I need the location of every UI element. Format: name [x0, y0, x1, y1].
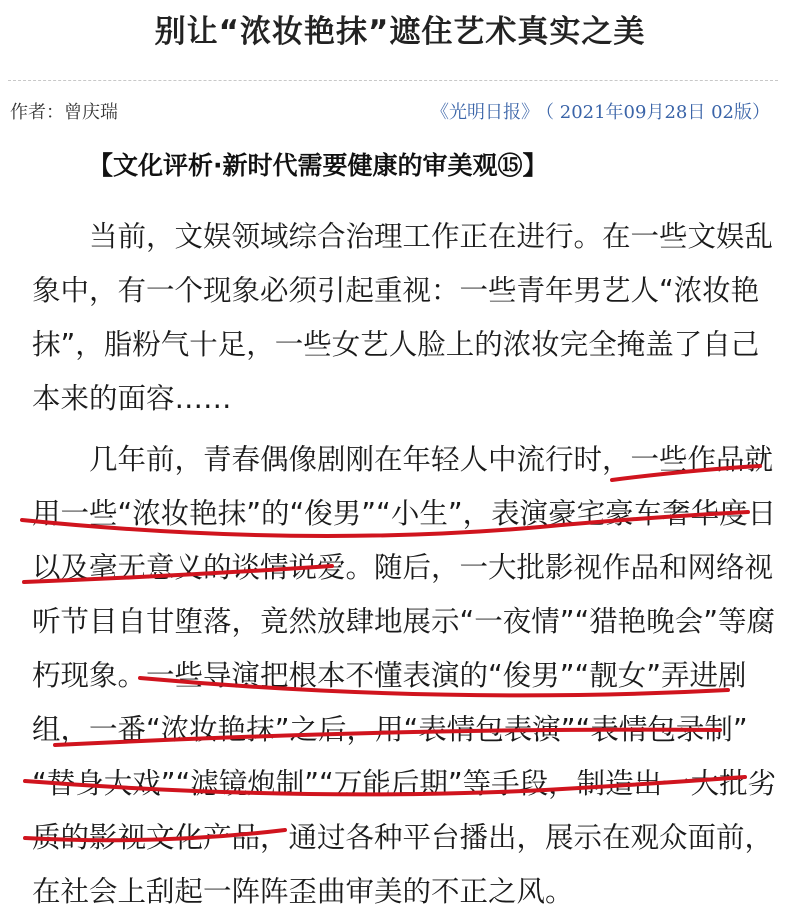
paragraph-line: 在社会上刮起一阵阵歪曲审美的不正之风。	[32, 875, 574, 908]
source-newspaper-link[interactable]: 《光明日报》	[431, 102, 540, 123]
paragraph-line: 质的影视文化产品，通过各种平台播出，展示在观众面前，	[32, 821, 774, 854]
paragraph-line: 朽现象。一些导演把根本不懂表演的“俊男”“靓女”弄进剧	[32, 659, 747, 692]
publish-date: （ 2021年09月28日 02版）	[545, 102, 770, 123]
title-divider	[8, 80, 778, 81]
paragraph-line: 本来的面容……	[32, 382, 232, 415]
paragraph-line: 当前，文娱领域综合治理工作正在进行。在一些文娱乱	[89, 220, 774, 253]
paragraph-2	[32, 433, 777, 919]
article-title: 别让“浓妆艳抹”遮住艺术真实之美	[154, 14, 646, 50]
paragraph-line: 抹”，脂粉气十足，一些女艺人脸上的浓妆完全掩盖了自己	[32, 328, 760, 361]
paragraph-1	[32, 210, 772, 426]
paragraph-line: 几年前，青春偶像剧刚在年轻人中流行时，一些作品就	[89, 443, 774, 476]
paragraph-line: 用一些“浓妆艳抹”的“俊男”“小生”，表演豪宅豪车奢华度日	[32, 497, 777, 530]
paragraph-line: 象中，有一个现象必须引起重视：一些青年男艺人“浓妆艳	[32, 274, 760, 307]
paragraph-line: 组，一番“浓妆艳抹”之后，用“表情包表演”“表情包录制”	[32, 713, 748, 746]
paragraph-line: “替身大戏”“滤镜炮制”“万能后期”等手段，制造出一大批劣	[32, 767, 777, 800]
paragraph-line: 听节目自甘堕落，竟然放肆地展示“一夜情”“猎艳晚会”等腐	[32, 605, 776, 638]
author-label: 作者：曾庆瑞	[10, 102, 118, 123]
paragraph-line: 以及毫无意义的谈情说爱。随后，一大批影视作品和网络视	[32, 551, 774, 584]
column-title: 【文化评析·新时代需要健康的审美观⑮】	[88, 151, 548, 180]
source-info	[425, 98, 770, 124]
